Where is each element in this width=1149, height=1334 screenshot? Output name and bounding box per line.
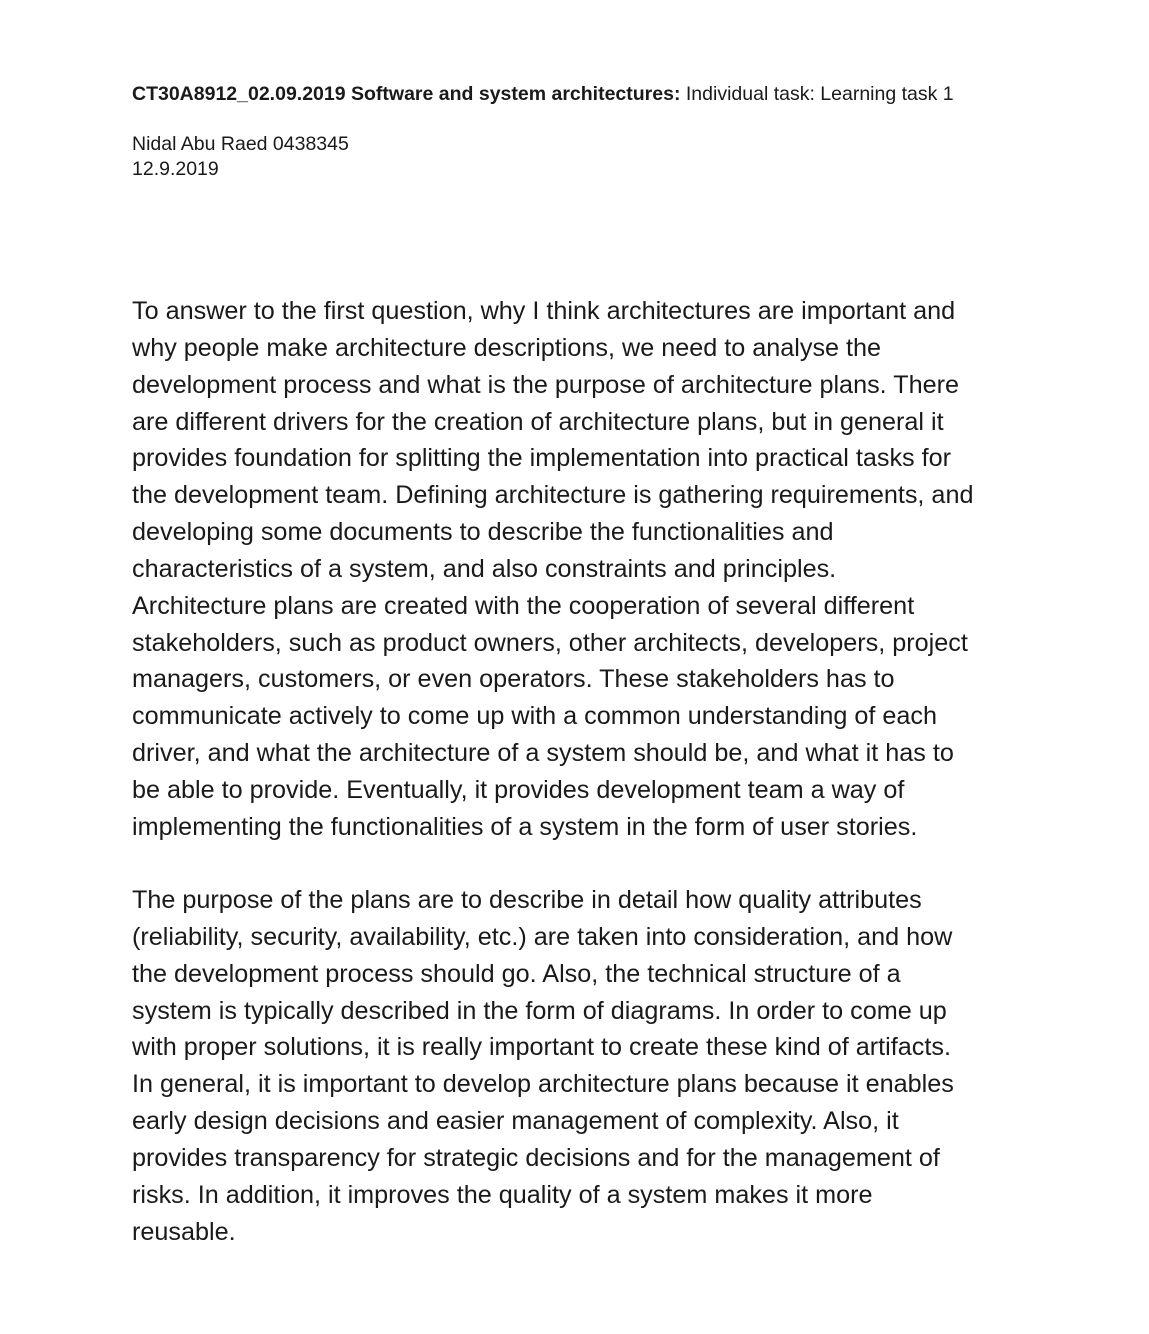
text-line: system is typically described in the form of diagrams. In order to come up <box>132 996 947 1025</box>
text-line: reusable. <box>132 1217 236 1246</box>
task-title: Individual task: Learning task 1 <box>680 83 954 105</box>
text-line: In general, it is important to develop architecture plans because it enables <box>132 1070 954 1099</box>
text-line: be able to provide. Eventually, it provides development team a way of <box>132 775 905 804</box>
text-line: early design decisions and easier management of complexity. Also, it <box>132 1107 899 1136</box>
text-line: development process and what is the purpose of architecture plans. There <box>132 370 960 399</box>
author-block <box>132 132 349 182</box>
text-line: characteristics of a system, and also constraints and principles. <box>132 554 837 583</box>
document-header <box>132 82 954 106</box>
paragraph-2 <box>132 882 1032 1250</box>
course-title: CT30A8912_02.09.2019 Software and system architectures: <box>132 83 681 105</box>
text-line: Architecture plans are created with the cooperation of several different <box>132 591 915 620</box>
document-date: 12.9.2019 <box>132 158 219 180</box>
text-line: the development process should go. Also, the technical structure of a <box>132 959 901 988</box>
text-line: managers, customers, or even operators. These stakeholders has to <box>132 665 895 694</box>
text-line: provides foundation for splitting the implementation into practical tasks for <box>132 444 952 473</box>
text-line: with proper solutions, it is really important to create these kind of artifacts. <box>132 1033 951 1062</box>
text-line: stakeholders, such as product owners, other architects, developers, project <box>132 628 968 657</box>
author-name: Nidal Abu Raed 0438345 <box>132 133 349 155</box>
text-line: developing some documents to describe the functionalities and <box>132 518 834 547</box>
text-line: communicate actively to come up with a common understanding of each <box>132 702 938 731</box>
text-line: provides transparency for strategic decisions and for the management of <box>132 1143 940 1172</box>
text-line: driver, and what the architecture of a system should be, and what it has to <box>132 739 954 768</box>
text-line: To answer to the first question, why I think architectures are important and <box>132 297 956 325</box>
text-line: implementing the functionalities of a system in the form of user stories. <box>132 812 918 841</box>
paragraph-1 <box>132 293 1032 846</box>
text-line: (reliability, security, availability, etc.) are taken into consideration, and how <box>132 922 953 951</box>
text-line: The purpose of the plans are to describe in detail how quality attributes <box>132 886 922 914</box>
text-line: risks. In addition, it improves the quality of a system makes it more <box>132 1180 873 1209</box>
text-line: why people make architecture descriptions, we need to analyse the <box>132 333 882 362</box>
text-line: the development team. Defining architecture is gathering requirements, and <box>132 481 974 510</box>
text-line: are different drivers for the creation of architecture plans, but in general it <box>132 407 944 436</box>
